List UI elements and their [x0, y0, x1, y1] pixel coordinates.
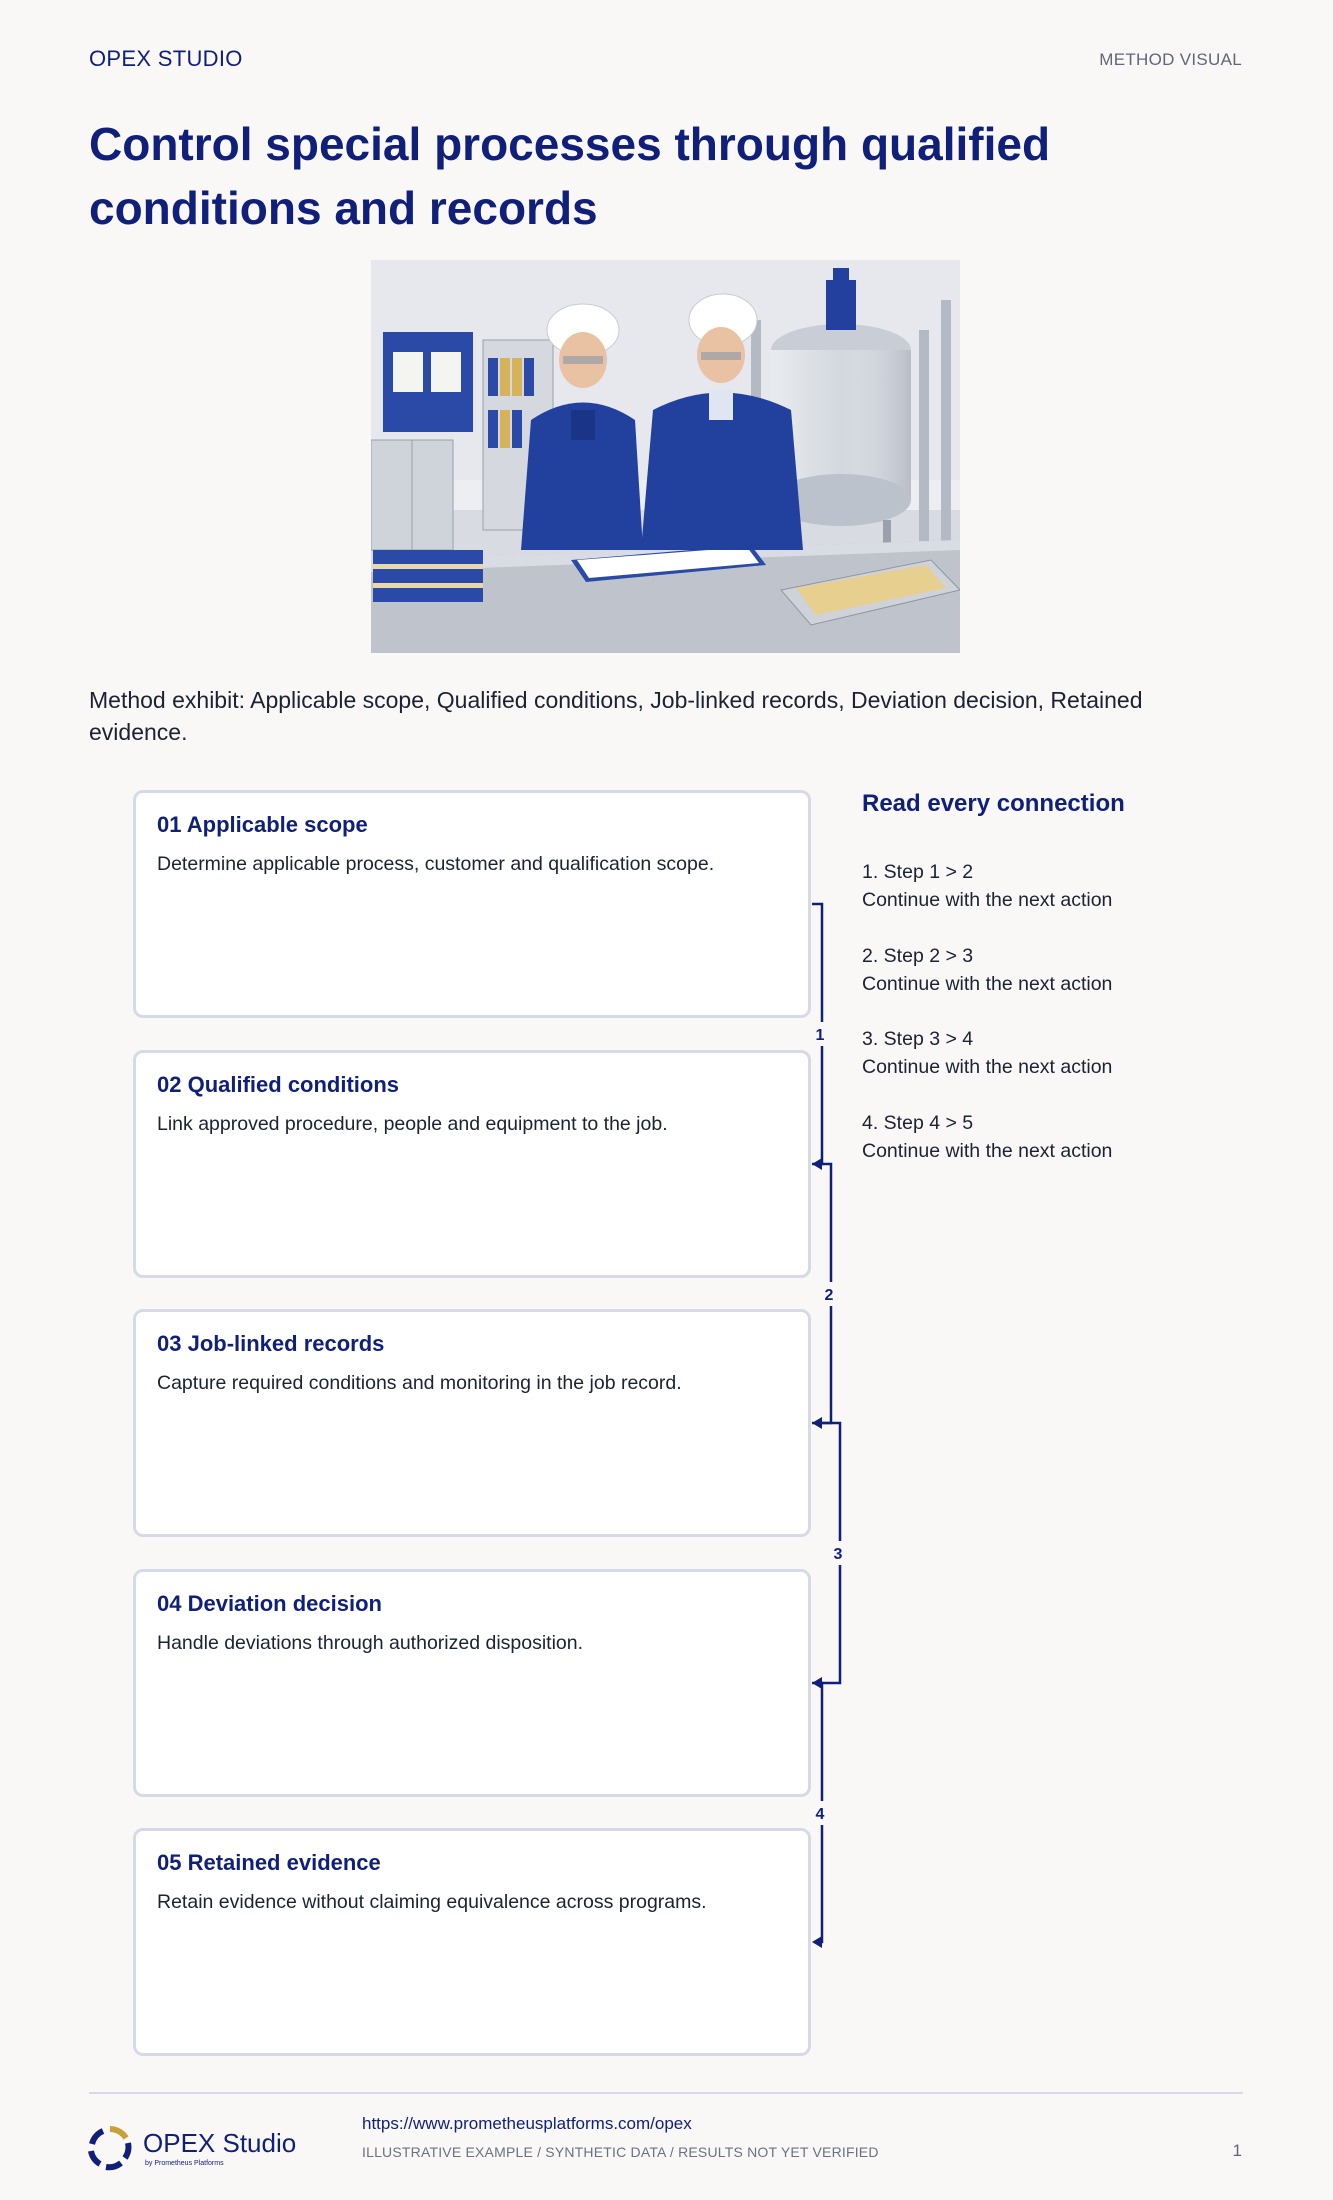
connection-step-text: Continue with the next action [862, 889, 1113, 911]
connector-arrowhead-3 [812, 1677, 822, 1689]
connection-step-text: Continue with the next action [862, 1140, 1113, 1162]
page-title: Control special processes through qualified conditions and records [89, 118, 1051, 234]
document-kind-label: METHOD VISUAL [1099, 50, 1242, 69]
connector-arrowhead-2 [812, 1417, 822, 1429]
connector-arrowhead-4 [812, 1936, 822, 1948]
connection-step-label: 2. Step 2 > 3 [862, 945, 974, 967]
connection-item [862, 1025, 1112, 1081]
page-number: 1 [1232, 2141, 1242, 2160]
step-description: Retain evidence without claiming equivalence across programs. [157, 1891, 707, 1913]
method-exhibit-text: Method exhibit: Applicable scope, Qualified conditions, Job-linked records, Deviation decision, Retained evidence. [89, 687, 1143, 745]
footer-brand: OPEX Studio [143, 2128, 297, 2158]
step-title: 04 Deviation decision [157, 1591, 382, 1616]
footer-disclaimer: ILLUSTRATIVE EXAMPLE / SYNTHETIC DATA / RESULTS NOT YET VERIFIED [362, 2144, 879, 2160]
connector-label: 4 [815, 1806, 825, 1823]
connector-arrowhead-1 [812, 1158, 822, 1170]
step-title: 05 Retained evidence [157, 1850, 381, 1875]
step-title: 01 Applicable scope [157, 812, 368, 837]
step-description: Link approved procedure, people and equipment to the job. [157, 1113, 668, 1135]
step-title: 03 Job-linked records [157, 1331, 385, 1356]
connection-step-label: 4. Step 4 > 5 [862, 1112, 974, 1134]
connection-step-text: Continue with the next action [862, 973, 1113, 995]
connection-item [862, 858, 1112, 914]
connection-item [862, 1109, 1112, 1165]
connections-heading: Read every connection [862, 790, 1125, 817]
connector-label: 3 [833, 1546, 843, 1563]
step-description: Handle deviations through authorized disposition. [157, 1632, 584, 1654]
footer-url-link[interactable]: https://www.prometheusplatforms.com/opex [362, 2114, 692, 2133]
step-title: 02 Qualified conditions [157, 1072, 400, 1097]
connector-label: 1 [815, 1027, 825, 1044]
connection-step-label: 3. Step 3 > 4 [862, 1028, 974, 1050]
connection-item [862, 942, 1112, 998]
step-description: Capture required conditions and monitoring in the job record. [157, 1372, 682, 1394]
header-brand: OPEX STUDIO [89, 46, 243, 71]
connector-label: 2 [824, 1287, 834, 1304]
step-description: Determine applicable process, customer and qualification scope. [157, 853, 715, 875]
footer-brand-sub: by Prometheus Platforms [145, 2160, 224, 2167]
connection-step-text: Continue with the next action [862, 1056, 1113, 1078]
opex-logo-icon [87, 2125, 133, 2171]
connection-step-label: 1. Step 1 > 2 [862, 861, 974, 883]
footer-divider [89, 2092, 1243, 2094]
